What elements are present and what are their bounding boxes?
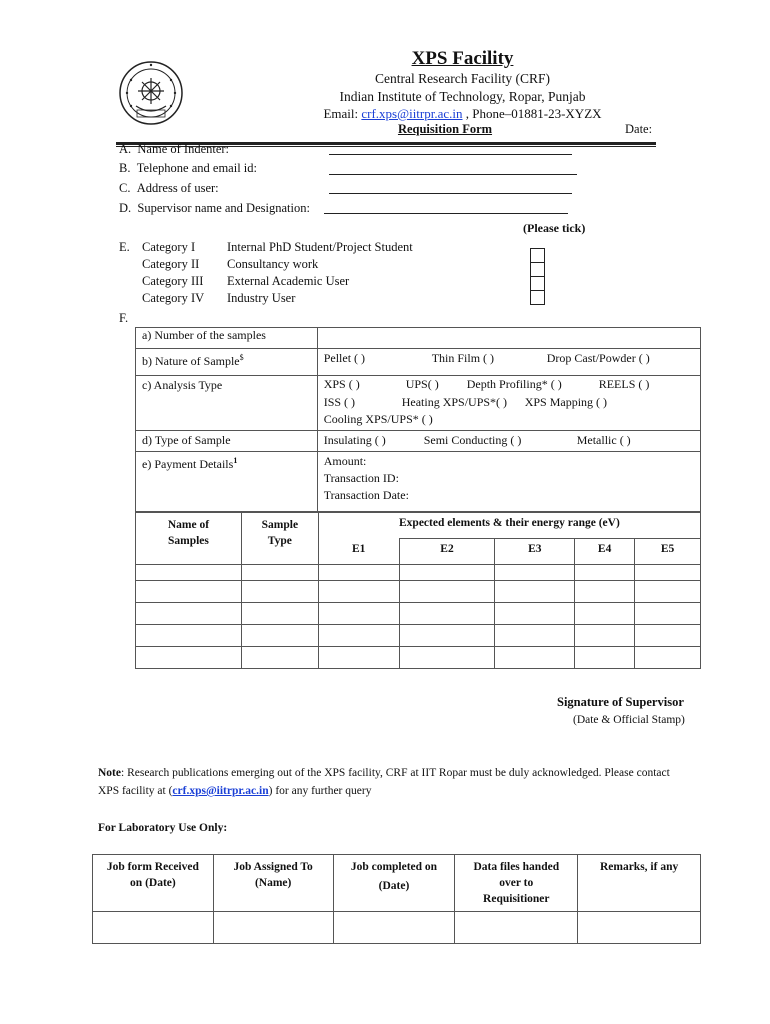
option-insulating[interactable]: Insulating ( ) [323, 433, 386, 447]
option-ups[interactable]: UPS( ) [405, 377, 439, 391]
option-xps-mapping[interactable]: XPS Mapping ( ) [524, 394, 608, 409]
option-drop-cast[interactable]: Drop Cast/Powder ( ) [546, 351, 650, 365]
form-title-main: XPS Facility [411, 48, 514, 69]
category-4-desc: Industry User [227, 291, 296, 305]
note-line-1: Note: Research publications emerging out of the XPS facility, CRF at IIT Ropar must be duly acknowledged. Please contact [98, 767, 670, 779]
option-xps[interactable]: XPS ( ) [323, 377, 360, 391]
lab-col-remarks: Remarks, if any [578, 855, 701, 912]
payment-amount[interactable]: Amount: [323, 454, 367, 468]
option-pellet[interactable]: Pellet ( ) [323, 351, 366, 365]
option-thin-film[interactable]: Thin Film ( ) [431, 351, 495, 365]
lab-col-data-files: Data files handed over to Requisitioner [455, 855, 578, 912]
lab-col-job-completed: Job completed on (Date) [333, 855, 455, 912]
col-e4: E4 [575, 539, 635, 565]
institute-name: Indian Institute of Technology, Ropar, Punjab [339, 89, 586, 104]
section-e-letter: E. [119, 240, 130, 254]
payment-transaction-id[interactable]: Transaction ID: [323, 471, 399, 485]
field-d-line[interactable] [324, 213, 568, 214]
col-e1: E1 [318, 539, 399, 565]
option-cooling-xps[interactable]: Cooling XPS/UPS* ( ) [323, 412, 433, 426]
col-e5: E5 [635, 539, 701, 565]
field-b: B. Telephone and email id: [119, 161, 257, 175]
field-c: C. Address of user: [119, 181, 219, 195]
field-d: D. Supervisor name and Designation: [119, 201, 310, 215]
col-sample-type: Sample Type [241, 513, 318, 565]
field-b-line[interactable] [329, 174, 577, 175]
field-a: A. Name of Indenter: [119, 142, 230, 156]
requisition-form-title: Requisition Form [397, 122, 493, 136]
section-f-letter: F. [119, 311, 129, 325]
col-name-of-samples: Name of Samples [136, 513, 242, 565]
col-expected-elements: Expected elements & their energy range (eV) [318, 513, 700, 539]
tick-box-category-4[interactable] [530, 290, 545, 305]
category-1-desc: Internal PhD Student/Project Student [227, 240, 413, 254]
lab-use-title: For Laboratory Use Only: [98, 822, 228, 834]
row-c-label: c) Analysis Type [136, 376, 318, 431]
col-e3: E3 [495, 539, 575, 565]
date-label: Date: [625, 122, 653, 136]
option-heating-xps[interactable]: Heating XPS/UPS*( ) [401, 394, 508, 409]
row-e-label: e) Payment Details$^1$ [136, 452, 318, 512]
row-a-value[interactable] [317, 328, 700, 349]
category-2-name: Category II [142, 257, 200, 271]
category-3-desc: External Academic User [227, 274, 350, 288]
category-4-name: Category IV [142, 291, 205, 305]
tick-box-category-1[interactable] [530, 248, 545, 263]
option-semi-conducting[interactable]: Semi Conducting ( ) [423, 433, 522, 447]
category-2-desc: Consultancy work [227, 257, 319, 271]
row-a-label: a) Number of the samples [136, 328, 318, 349]
samples-table [135, 512, 701, 669]
signature-sub: (Date & Official Stamp) [573, 714, 685, 726]
email-link[interactable]: crf.xps@iitrpr.ac.in [361, 106, 463, 121]
row-c-value [317, 376, 700, 431]
tick-box-category-3[interactable] [530, 276, 545, 291]
signature-label: Signature of Supervisor [557, 695, 684, 709]
row-d-value [317, 431, 700, 452]
table-row [136, 647, 701, 669]
category-1-name: Category I [142, 240, 196, 254]
table-row [136, 565, 701, 581]
note-line-2: XPS facility at (crf.xps@iitrpr.ac.in) for any further query [98, 785, 372, 797]
table-row [136, 603, 701, 625]
table-row [93, 912, 701, 944]
option-depth-profiling[interactable]: Depth Profiling* ( ) [466, 377, 562, 391]
lab-use-table [92, 854, 701, 944]
phone-text: , Phone–01881-23-XYZX [462, 106, 602, 121]
option-iss[interactable]: ISS ( ) [323, 394, 356, 409]
contact-line [0, 106, 770, 122]
please-tick-label: (Please tick) [523, 221, 586, 235]
email-label: Email: [323, 106, 362, 121]
category-3-name: Category III [142, 274, 204, 288]
table-row [136, 581, 701, 603]
sample-details-table [135, 327, 701, 512]
option-metallic[interactable]: Metallic ( ) [576, 433, 631, 447]
lab-col-job-assigned: Job Assigned To (Name) [213, 855, 333, 912]
row-e-value [317, 452, 700, 512]
note-email-link[interactable]: crf.xps@iitrpr.ac.in [172, 785, 269, 797]
col-e2: E2 [399, 539, 495, 565]
payment-transaction-date[interactable]: Transaction Date: [323, 488, 409, 502]
table-row [136, 625, 701, 647]
option-reels[interactable]: REELS ( ) [598, 377, 650, 391]
row-b-label: b) Nature of Sample$ [136, 349, 318, 376]
field-a-line[interactable] [329, 154, 572, 155]
note-bold: Note [98, 767, 121, 779]
lab-col-job-received: Job form Received on (Date) [93, 855, 214, 912]
row-b-value [317, 349, 700, 376]
crf-name: Central Research Facility (CRF) [374, 71, 551, 86]
field-c-line[interactable] [329, 193, 572, 194]
tick-box-category-2[interactable] [530, 262, 545, 277]
row-d-label: d) Type of Sample [136, 431, 318, 452]
